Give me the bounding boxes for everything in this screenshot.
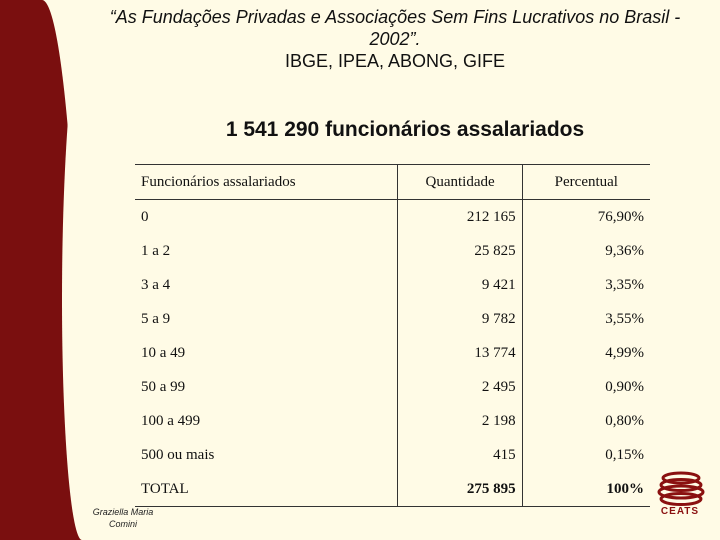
total-label: TOTAL [135, 472, 398, 507]
row-quantity: 2 198 [398, 404, 522, 438]
row-range: 500 ou mais [141, 446, 215, 463]
title-line-2: 2002”. [369, 29, 421, 49]
row-percent: 3,35% [605, 276, 644, 293]
author-credit [88, 506, 158, 530]
row-range: 0 [141, 208, 149, 225]
row-percent: 0,15% [605, 446, 644, 463]
author-line-2: Comini [108, 519, 137, 529]
title-line-1: “As Fundações Privadas e Associações Sem Fins Lucrativos no Brasil - [109, 7, 681, 27]
title-line-3: IBGE, IPEA, ABONG, GIFE [284, 51, 506, 71]
table-row [135, 268, 650, 302]
header-employees: Funcionários assalariados [141, 173, 296, 190]
slide-subtitle: 1 541 290 funcionários assalariados [225, 118, 585, 141]
row-percent: 0,90% [605, 378, 644, 395]
header-quantity: Quantidade [398, 165, 522, 200]
header-percent: Percentual [554, 173, 618, 190]
row-percent: 3,55% [605, 310, 644, 327]
author-line-1: Graziella Maria [92, 507, 154, 517]
row-quantity: 25 825 [398, 234, 522, 268]
slide-title [70, 6, 720, 72]
row-quantity: 9 782 [398, 302, 522, 336]
row-quantity: 212 165 [398, 200, 522, 235]
row-range: 1 a 2 [141, 242, 171, 259]
row-quantity: 415 [398, 438, 522, 472]
table-row [135, 404, 650, 438]
table-row [135, 302, 650, 336]
row-quantity: 2 495 [398, 370, 522, 404]
table-row [135, 336, 650, 370]
row-range: 3 a 4 [141, 276, 171, 293]
table-row [135, 438, 650, 472]
row-percent: 9,36% [605, 242, 644, 259]
row-range: 5 a 9 [141, 310, 171, 327]
employees-table [135, 164, 650, 507]
table-header-row [135, 165, 650, 200]
row-range: 50 a 99 [141, 378, 186, 395]
row-quantity: 13 774 [398, 336, 522, 370]
logo-text: CEATS [660, 506, 700, 517]
total-quantity: 275 895 [398, 472, 522, 507]
row-percent: 0,80% [605, 412, 644, 429]
left-band-curve [62, 0, 92, 540]
row-quantity: 9 421 [398, 268, 522, 302]
row-percent: 76,90% [597, 208, 644, 225]
row-range: 100 a 499 [141, 412, 201, 429]
table-row [135, 234, 650, 268]
row-range: 10 a 49 [141, 344, 186, 361]
row-percent: 4,99% [605, 344, 644, 361]
table-row [135, 370, 650, 404]
total-percent: 100% [522, 472, 650, 507]
table-total-row [135, 472, 650, 507]
table-row [135, 200, 650, 235]
